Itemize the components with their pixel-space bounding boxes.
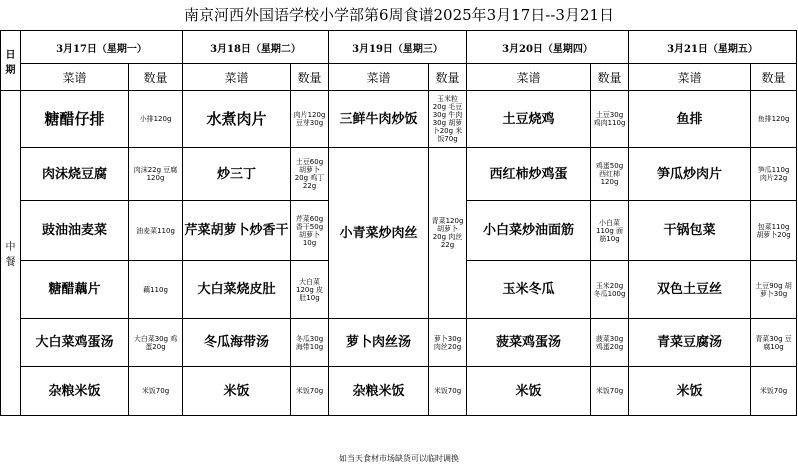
qty-cell: 大白菜120g 皮肚10g (291, 261, 329, 319)
dish-cell: 双色土豆丝 (629, 261, 751, 319)
dish-cell: 肉沫烧豆腐 (21, 148, 129, 201)
dish-cell: 糖醋仔排 (21, 91, 129, 148)
date-fri: 3月21日（星期五） (629, 31, 797, 64)
qty-cell: 小排120g (129, 91, 183, 148)
dish-cell: 大白菜鸡蛋汤 (21, 319, 129, 367)
dish-cell: 水煮肉片 (183, 91, 291, 148)
dish-header: 菜谱 (329, 64, 429, 91)
page-title: 南京河西外国语学校小学部第6周食谱2025年3月17日--3月21日 (183, 6, 615, 24)
dish-cell: 干锅包菜 (629, 201, 751, 261)
qty-cell: 米饭70g (591, 367, 629, 416)
qty-cell: 米饭70g (291, 367, 329, 416)
dish-cell: 杂粮米饭 (21, 367, 129, 416)
qty-cell: 笋瓜110g 肉片22g (751, 148, 797, 201)
dish-cell: 米饭 (183, 367, 291, 416)
dish-cell: 炒三丁 (183, 148, 291, 201)
dish-cell: 菠菜鸡蛋汤 (467, 319, 591, 367)
qty-cell: 土豆60g 胡萝卜20g 鸡丁22g (291, 148, 329, 201)
menu-row (1, 148, 797, 201)
dish-cell: 西红柿炒鸡蛋 (467, 148, 591, 201)
qty-cell: 藕110g (129, 261, 183, 319)
dish-cell: 大白菜烧皮肚 (183, 261, 291, 319)
date-header-row (1, 31, 797, 64)
dish-cell: 萝卜肉丝汤 (329, 319, 429, 367)
column-header-row (1, 64, 797, 91)
qty-cell: 米饭70g (751, 367, 797, 416)
qty-cell: 鸡蛋50g 西红柿120g (591, 148, 629, 201)
date-tue: 3月18日（星期二） (183, 31, 329, 64)
qty-cell: 青菜120g 胡萝卜20g 肉丝22g (429, 148, 467, 319)
qty-cell: 土豆30g 鸡肉110g (591, 91, 629, 148)
dish-cell: 冬瓜海带汤 (183, 319, 291, 367)
dish-header: 菜谱 (183, 64, 291, 91)
dish-cell: 米饭 (467, 367, 591, 416)
date-mon: 3月17日（星期一） (21, 31, 183, 64)
qty-header: 数量 (129, 64, 183, 91)
dish-cell: 三鲜牛肉炒饭 (329, 91, 429, 148)
dish-header: 菜谱 (21, 64, 129, 91)
qty-cell: 包菜110g 胡萝卜20g (751, 201, 797, 261)
dish-cell: 杂粮米饭 (329, 367, 429, 416)
qty-cell: 大白菜30g 鸡蛋20g (129, 319, 183, 367)
menu-row (1, 91, 797, 148)
qty-cell: 萝卜30g 肉丝20g (429, 319, 467, 367)
dish-cell: 土豆烧鸡 (467, 91, 591, 148)
footer-note: 如当天食材市场缺货可以临时调换 (339, 454, 459, 463)
menu-table (0, 30, 797, 416)
dish-cell: 鱼排 (629, 91, 751, 148)
qty-cell: 米饭70g (129, 367, 183, 416)
dish-cell: 笋瓜炒肉片 (629, 148, 751, 201)
dish-cell: 青菜豆腐汤 (629, 319, 751, 367)
qty-cell: 菠菜30g 鸡蛋20g (591, 319, 629, 367)
qty-cell: 油麦菜110g (129, 201, 183, 261)
qty-cell: 肉片120g 豆芽30g (291, 91, 329, 148)
dish-header: 菜谱 (467, 64, 591, 91)
qty-cell: 小白菜110g 面筋10g (591, 201, 629, 261)
dish-cell: 豉油油麦菜 (21, 201, 129, 261)
qty-header: 数量 (751, 64, 797, 91)
qty-cell: 冬瓜30g 海带10g (291, 319, 329, 367)
date-thu: 3月20日（星期四） (467, 31, 629, 64)
qty-cell: 玉米20g 冬瓜100g (591, 261, 629, 319)
dish-cell: 米饭 (629, 367, 751, 416)
qty-cell: 肉沫22g 豆腐120g (129, 148, 183, 201)
qty-cell: 鱼排120g (751, 91, 797, 148)
qty-cell: 芹菜60g 香干50g 胡萝卜10g (291, 201, 329, 261)
date-label: 日期 (1, 31, 21, 91)
dish-cell: 玉米冬瓜 (467, 261, 591, 319)
dish-cell: 小青菜炒肉丝 (329, 148, 429, 319)
qty-header: 数量 (429, 64, 467, 91)
date-wed: 3月19日（星期三） (329, 31, 467, 64)
qty-header: 数量 (291, 64, 329, 91)
dish-cell: 芹菜胡萝卜炒香干 (183, 201, 291, 261)
meal-label: 中餐 (1, 91, 21, 416)
menu-row (1, 367, 797, 416)
menu-row (1, 319, 797, 367)
qty-cell: 玉米粒20g 毛豆30g 牛肉30g 胡萝卜20g 米饭70g (429, 91, 467, 148)
qty-cell: 青菜30g 豆腐10g (751, 319, 797, 367)
qty-cell: 土豆90g 胡萝卜30g (751, 261, 797, 319)
qty-cell: 米饭70g (429, 367, 467, 416)
dish-header: 菜谱 (629, 64, 751, 91)
qty-header: 数量 (591, 64, 629, 91)
dish-cell: 小白菜炒油面筋 (467, 201, 591, 261)
dish-cell: 糖醋藕片 (21, 261, 129, 319)
